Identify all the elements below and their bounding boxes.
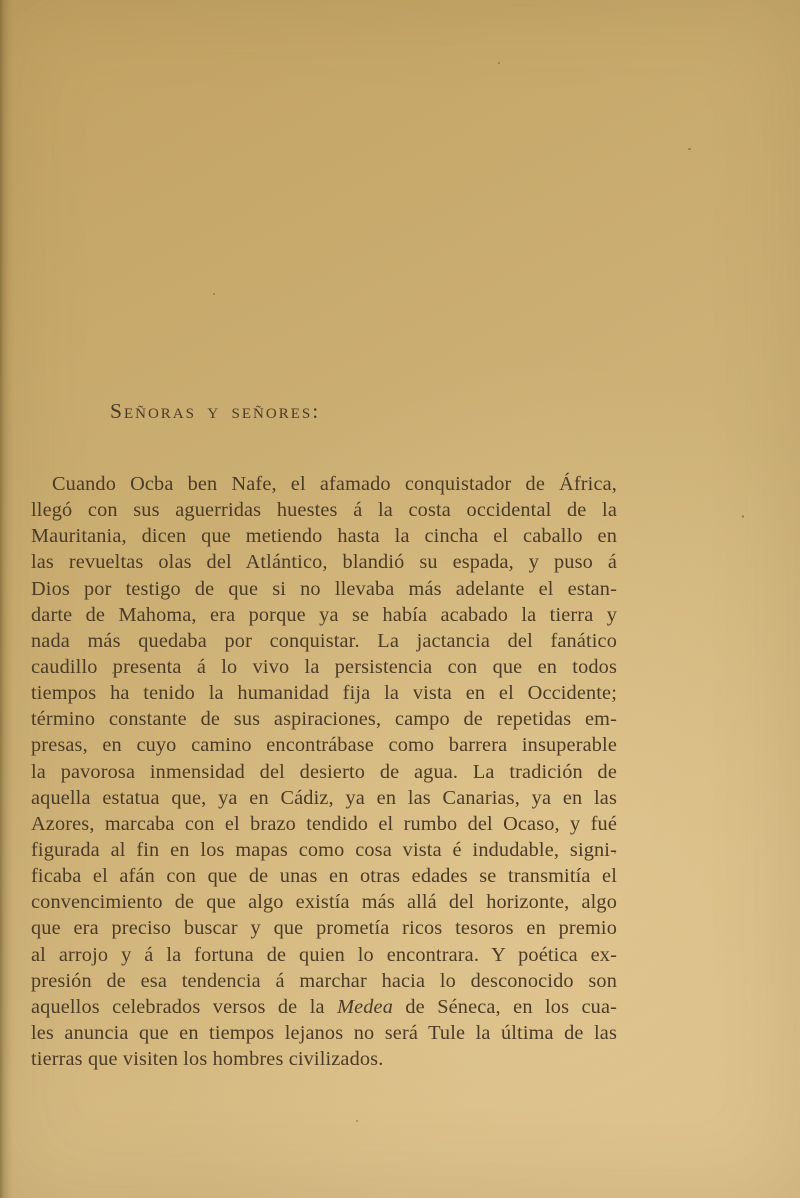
text-segment: aquellos celebrados versos de la (31, 995, 338, 1018)
text-line: presas, en cuyo camino encontrábase como barrera insuperable (31, 734, 617, 757)
text-segment: de Séneca, en los cua- (393, 995, 617, 1018)
text-line: Azores, marcaba con el brazo tendido el rumbo del Ocaso, y fué (31, 812, 617, 835)
text-line: llegó con sus aguerridas huestes á la costa occidental de la (31, 499, 617, 522)
text-line: las revueltas olas del Atlántico, blandió su espada, y puso á (31, 551, 617, 574)
text-line (31, 994, 617, 1020)
speech-paragraph (31, 471, 617, 1072)
text-line: tiempos ha tenido la humanidad fija la vista en el Occidente; (31, 682, 617, 705)
speckle-dot (356, 1120, 358, 1122)
text-line: aquella estatua que, ya en Cádiz, ya en las Canarias, ya en las (31, 786, 617, 809)
page-gutter-shadow (0, 0, 14, 1198)
text-line: tierras que visiten los hombres civilizados. (31, 1048, 384, 1071)
book-title-italic: Medea (337, 995, 393, 1018)
speckle-dot (742, 515, 744, 518)
text-line: al arrojo y á la fortuna de quien lo encontrara. Y poética ex- (31, 943, 617, 966)
text-line: la pavorosa inmensidad del desierto de agua. La tradición de (31, 760, 617, 783)
text-line: les anuncia que en tiempos lejanos no será Tule la última de las (31, 1021, 617, 1044)
text-line: Mauritania, dicen que metiendo hasta la cincha el caballo en (31, 525, 617, 548)
text-line: Cuando Ocba ben Nafe, el afamado conquistador de África, (52, 473, 617, 495)
text-line: darte de Mahoma, era porque ya se había acabado la tierra y (31, 603, 617, 626)
text-line: convencimiento de que algo existía más allá del horizonte, algo (31, 891, 617, 914)
text-line: que era preciso buscar y que prometía ricos tesoros en premio (31, 917, 617, 940)
text-line: ficaba el afán con que de unas en otras edades se transmitía el (31, 865, 617, 888)
speckle-dot (498, 62, 500, 64)
text-line: presión de esa tendencia á marchar hacia lo desconocido son (31, 969, 617, 992)
salutation-heading: Señoras y señores: (110, 399, 321, 423)
text-line: Dios por testigo de que si no llevaba más adelante el estan- (31, 577, 617, 600)
speckle-dot (688, 148, 691, 150)
text-line: caudillo presenta á lo vivo la persistencia con que en todos (31, 655, 617, 678)
speckle-dot (213, 293, 215, 295)
text-line: nada más quedaba por conquistar. La jactancia del fanático (31, 629, 617, 652)
text-line: término constante de sus aspiraciones, campo de repetidas em- (31, 708, 617, 731)
text-line: figurada al fin en los mapas como cosa vista é indudable, signi- (31, 838, 617, 861)
